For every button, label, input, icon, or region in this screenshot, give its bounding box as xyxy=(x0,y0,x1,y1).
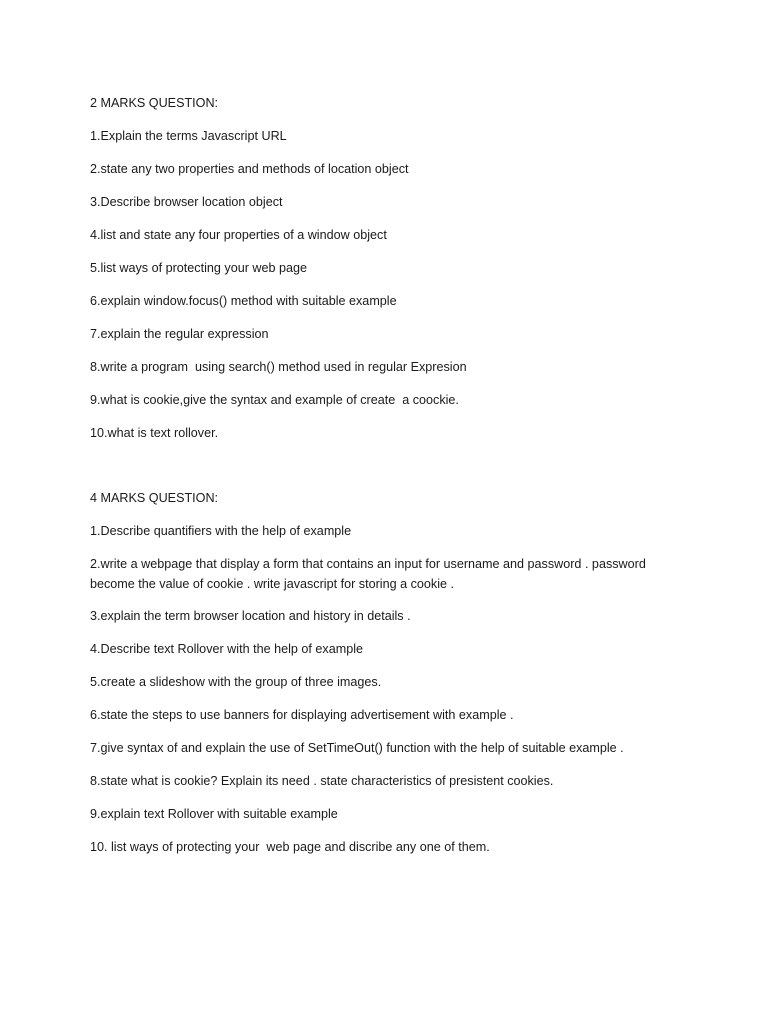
question-item: 3.explain the term browser location and history in details . xyxy=(90,609,411,623)
question-item: 5.list ways of protecting your web page xyxy=(90,261,308,275)
question-item: 2.state any two properties and methods of location object xyxy=(90,162,409,176)
section-heading: 2 MARKS QUESTION: xyxy=(90,96,219,110)
question-item: 1.Describe quantifiers with the help of example xyxy=(90,524,352,538)
question-item: 10.what is text rollover. xyxy=(90,426,219,440)
question-item: 2.write a webpage that display a form that contains an input for username and password . password become the value of cookie . write javascript for storing a cookie . xyxy=(90,557,650,591)
question-item: 9.explain text Rollover with suitable example xyxy=(90,807,338,821)
section-heading: 4 MARKS QUESTION: xyxy=(90,491,219,505)
question-item: 6.state the steps to use banners for displaying advertisement with example . xyxy=(90,708,514,722)
two-marks-section xyxy=(90,93,670,456)
question-item: 4.Describe text Rollover with the help of example xyxy=(90,642,363,656)
question-item: 5.create a slideshow with the group of three images. xyxy=(90,675,382,689)
question-item: 6.explain window.focus() method with suitable example xyxy=(90,294,397,308)
question-item: 8.state what is cookie? Explain its need . state characteristics of presistent cookies. xyxy=(90,774,554,788)
question-item: 7.give syntax of and explain the use of SetTimeOut() function with the help of suitable example . xyxy=(90,741,624,755)
four-marks-section xyxy=(90,488,670,870)
question-item: 3.Describe browser location object xyxy=(90,195,283,209)
question-item: 7.explain the regular expression xyxy=(90,327,269,341)
question-item: 8.write a program using search() method used in regular Expresion xyxy=(90,360,467,374)
question-item: 1.Explain the terms Javascript URL xyxy=(90,129,287,143)
question-item: 10. list ways of protecting your web page and discribe any one of them. xyxy=(90,840,490,854)
question-item: 9.what is cookie,give the syntax and example of create a coockie. xyxy=(90,393,459,407)
question-item: 4.list and state any four properties of a window object xyxy=(90,228,387,242)
